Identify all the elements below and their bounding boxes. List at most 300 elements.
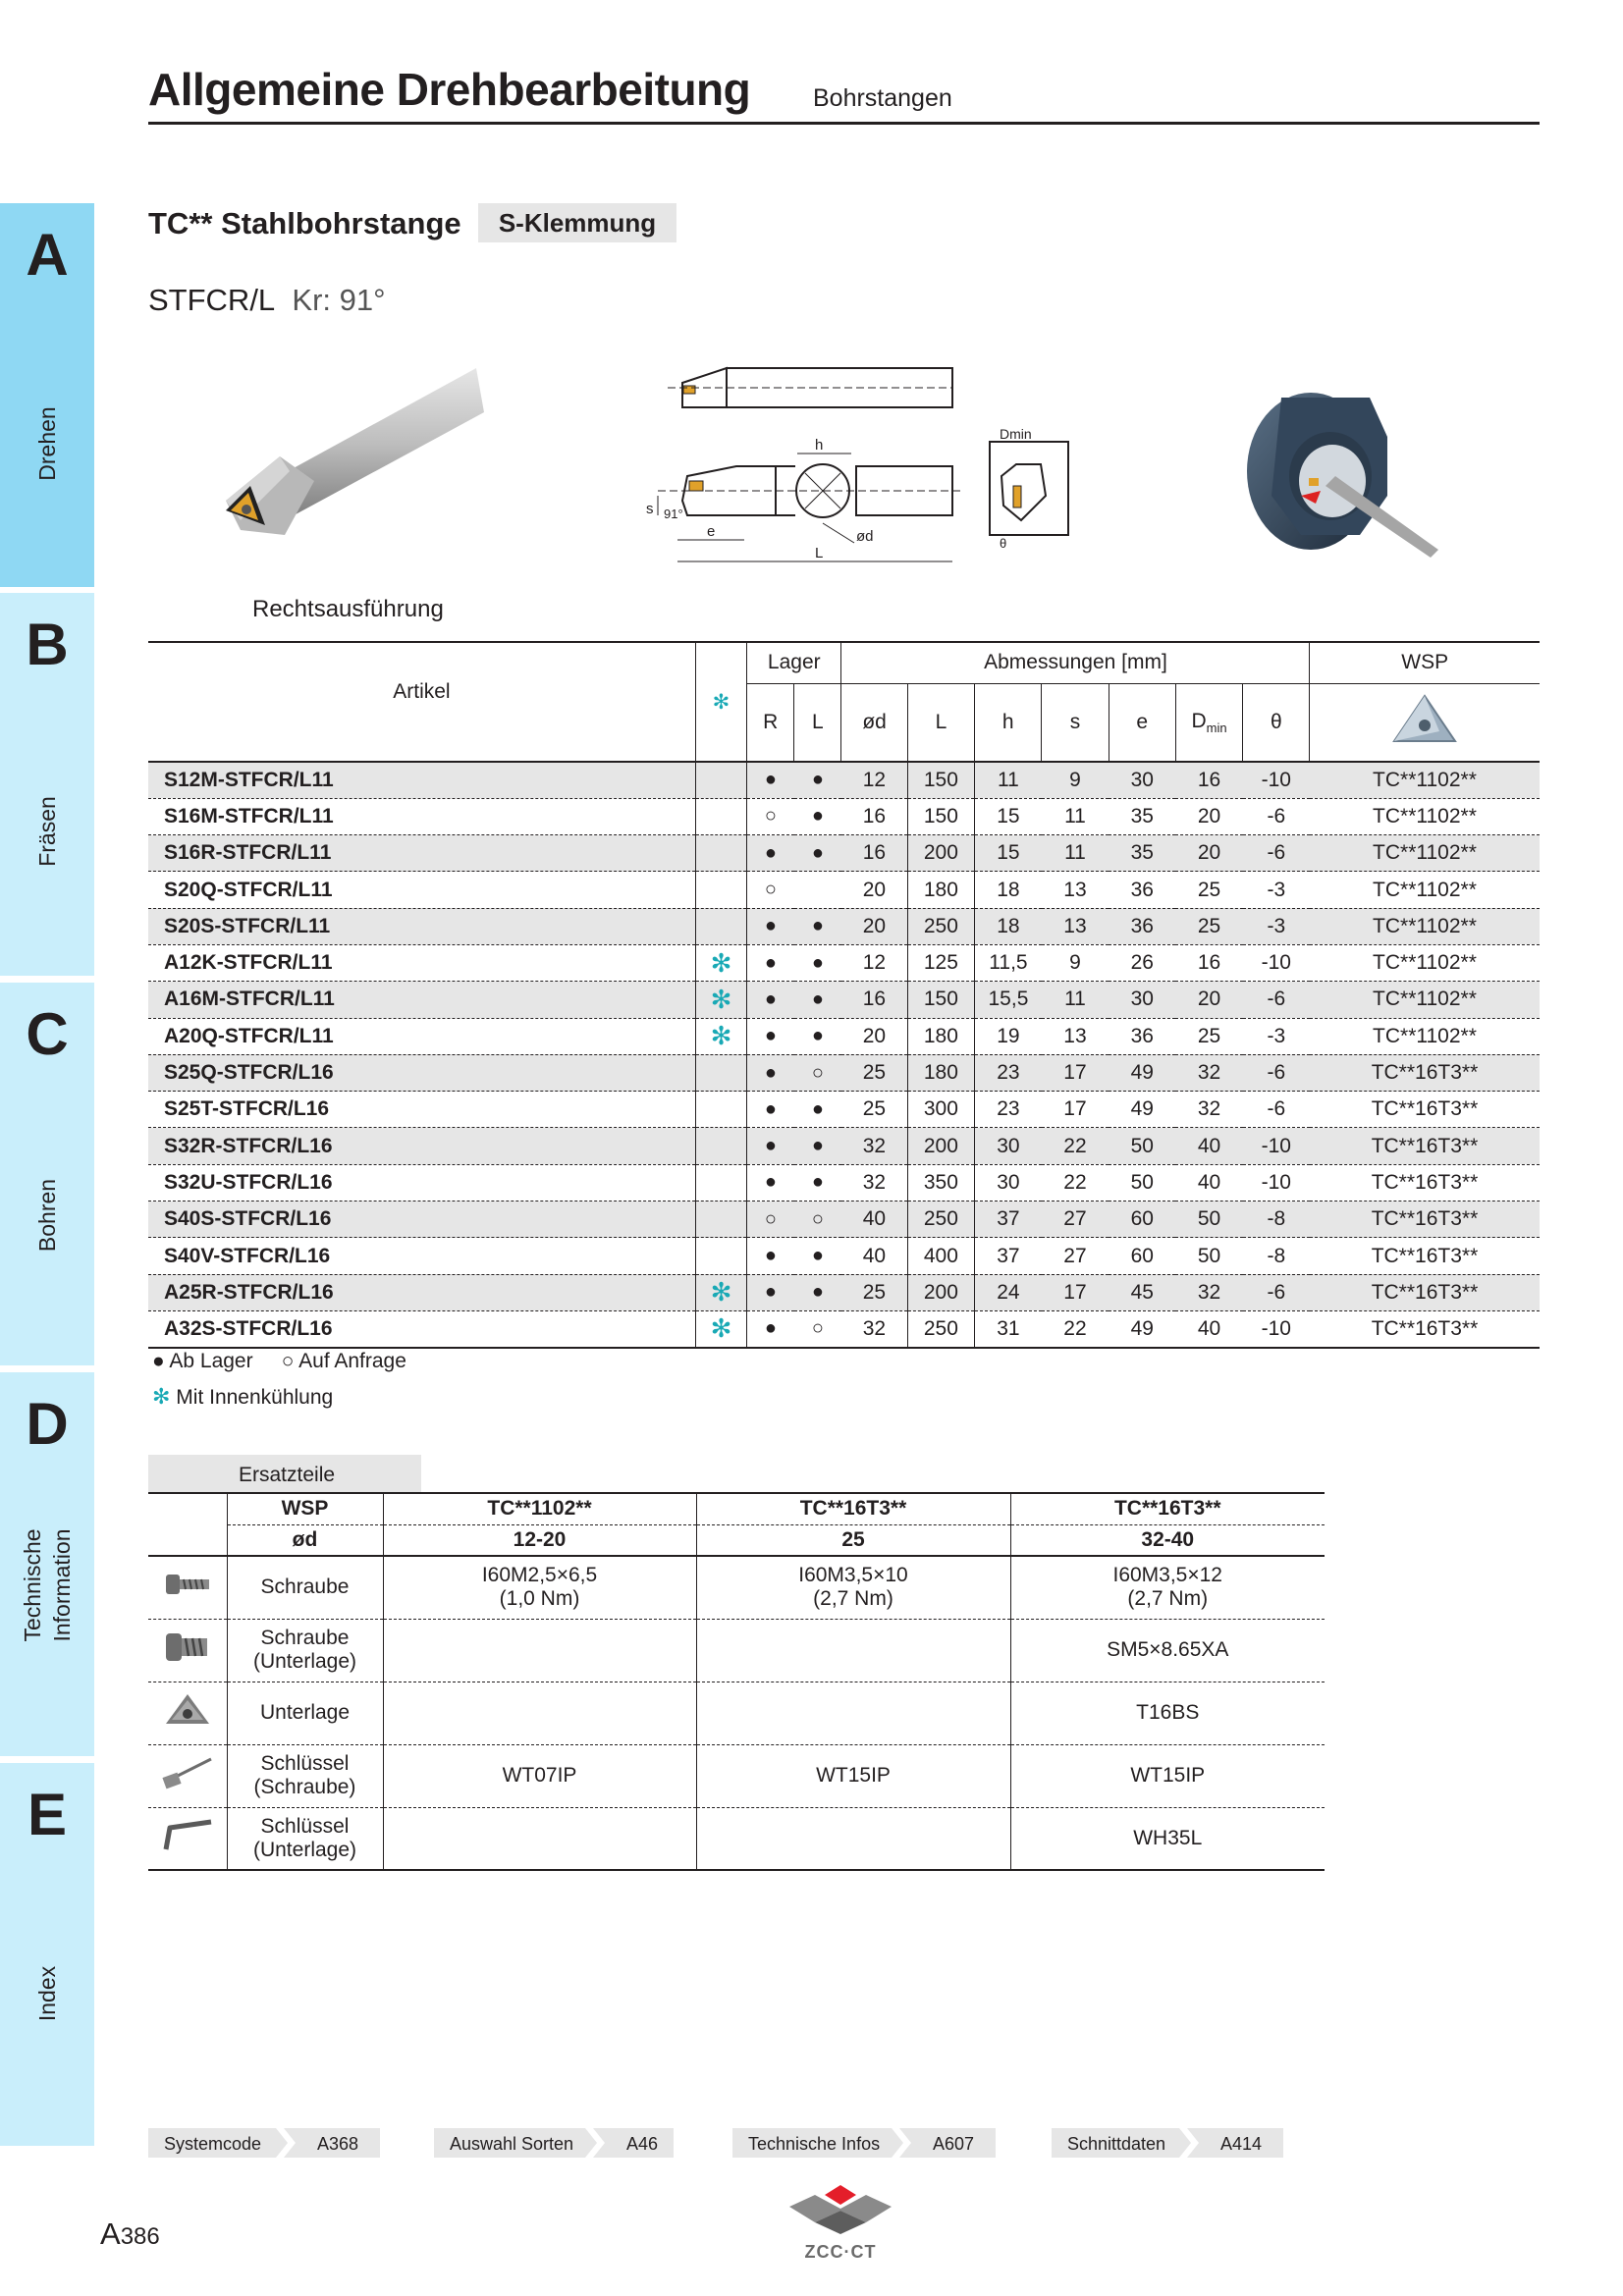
cell-d: 40	[841, 1201, 907, 1238]
cell-th: -6	[1243, 835, 1310, 872]
tab-fraesen[interactable]	[0, 593, 94, 976]
spare-part-row	[148, 1807, 1325, 1870]
cell-len: 250	[907, 1201, 974, 1238]
cell-len: 250	[907, 1310, 974, 1347]
tab-label: Index	[34, 1965, 60, 2022]
cell-h: 11,5	[975, 944, 1042, 981]
link-systemcode[interactable]: Systemcode A368	[148, 2128, 380, 2158]
cell-s: 22	[1042, 1310, 1109, 1347]
coolant-icon	[695, 908, 746, 944]
cell-L: ○	[794, 1201, 841, 1238]
cell-R: ●	[747, 1238, 794, 1274]
article-code: A12K-STFCR/L11	[148, 944, 695, 981]
cell-len: 125	[907, 944, 974, 981]
cell-wsp: TC**16T3**	[1310, 1128, 1540, 1164]
tab-letter: B	[26, 612, 69, 677]
spare-part-name: Schlüssel (Unterlage)	[227, 1807, 383, 1870]
cell-dmin: 32	[1175, 1054, 1242, 1091]
cell-h: 30	[975, 1128, 1042, 1164]
tab-index[interactable]	[0, 1763, 94, 2146]
cell-R: ●	[747, 944, 794, 981]
cell-h: 15,5	[975, 982, 1042, 1018]
cell-R: ●	[747, 1164, 794, 1201]
spare-part-value: I60M2,5×6,5 (1,0 Nm)	[383, 1556, 696, 1619]
cell-e: 60	[1109, 1201, 1175, 1238]
cell-d: 20	[841, 1018, 907, 1054]
cell-s: 13	[1042, 1018, 1109, 1054]
tab-technische-information[interactable]	[0, 1372, 94, 1756]
tab-label: Drehen	[34, 406, 60, 481]
cell-wsp: TC**1102**	[1310, 762, 1540, 798]
cell-len: 200	[907, 835, 974, 872]
cell-len: 180	[907, 872, 974, 908]
spare-part-row	[148, 1682, 1325, 1744]
cell-dmin: 25	[1175, 1018, 1242, 1054]
coolant-icon	[695, 798, 746, 834]
cell-len: 150	[907, 798, 974, 834]
cell-th: -3	[1243, 1018, 1310, 1054]
dim-e: e	[707, 523, 716, 540]
cell-d: 16	[841, 798, 907, 834]
cell-e: 35	[1109, 798, 1175, 834]
chevron-right-icon	[890, 2128, 913, 2158]
cell-th: -3	[1243, 908, 1310, 944]
cell-len: 150	[907, 762, 974, 798]
cell-len: 150	[907, 982, 974, 1018]
cell-L: ●	[794, 798, 841, 834]
coolant-icon	[695, 1238, 746, 1274]
coolant-icon	[695, 762, 746, 798]
article-code: S40S-STFCR/L16	[148, 1201, 695, 1238]
table-row	[148, 762, 1540, 798]
cell-d: 20	[841, 872, 907, 908]
article-code: S20Q-STFCR/L11	[148, 872, 695, 908]
cell-th: -10	[1243, 1128, 1310, 1164]
torx-key-icon	[148, 1744, 227, 1807]
spare-wsp-1: TC**1102**	[383, 1493, 696, 1524]
table-row	[148, 1274, 1540, 1310]
coolant-icon	[695, 1092, 746, 1128]
cell-R: ●	[747, 762, 794, 798]
technical-drawing	[628, 358, 1080, 569]
cell-s: 11	[1042, 982, 1109, 1018]
screw-icon	[148, 1556, 227, 1619]
cell-s: 9	[1042, 944, 1109, 981]
cell-R: ●	[747, 908, 794, 944]
insert-icon	[1390, 692, 1459, 747]
link-schnittdaten[interactable]: Schnittdaten A414	[1052, 2128, 1283, 2158]
cell-th: -8	[1243, 1238, 1310, 1274]
cell-wsp: TC**16T3**	[1310, 1164, 1540, 1201]
spare-part-value	[696, 1682, 1010, 1744]
col-dmin: $D_{min}$	[1175, 683, 1242, 762]
dim-angle: 91°	[664, 507, 683, 521]
cell-d: 12	[841, 762, 907, 798]
cell-e: 30	[1109, 982, 1175, 1018]
spare-part-row	[148, 1619, 1325, 1682]
link-technische-infos[interactable]: Technische Infos A607	[732, 2128, 996, 2158]
cell-len: 250	[907, 908, 974, 944]
cell-s: 11	[1042, 835, 1109, 872]
cell-h: 15	[975, 798, 1042, 834]
spare-part-value: WT15IP	[1130, 1764, 1206, 1787]
cell-th: -6	[1243, 1092, 1310, 1128]
coolant-icon: ✻	[695, 1018, 746, 1054]
cell-th: -3	[1243, 872, 1310, 908]
coolant-icon	[695, 1201, 746, 1238]
spare-part-name: Schraube (Unterlage)	[227, 1619, 383, 1682]
col-od: ød	[841, 683, 907, 762]
cell-dmin: 20	[1175, 982, 1242, 1018]
chevron-right-icon	[583, 2128, 607, 2158]
article-code: A20Q-STFCR/L11	[148, 1018, 695, 1054]
spare-part-name: Unterlage	[227, 1682, 383, 1744]
chevron-right-icon	[274, 2128, 298, 2158]
cell-e: 36	[1109, 908, 1175, 944]
article-code: S25Q-STFCR/L16	[148, 1054, 695, 1091]
table-row	[148, 908, 1540, 944]
cell-dmin: 40	[1175, 1310, 1242, 1347]
cell-s: 13	[1042, 872, 1109, 908]
cell-wsp: TC**1102**	[1310, 944, 1540, 981]
cell-R: ○	[747, 798, 794, 834]
spare-part-value: I60M3,5×12 (2,7 Nm)	[1112, 1564, 1222, 1611]
boring-bar-photo	[211, 363, 486, 555]
table-row	[148, 798, 1540, 834]
spare-part-name: Schraube	[227, 1556, 383, 1619]
spare-wsp-label: WSP	[227, 1493, 383, 1524]
tab-letter: E	[27, 1782, 68, 1847]
article-code: S32R-STFCR/L16	[148, 1128, 695, 1164]
cell-len: 400	[907, 1238, 974, 1274]
article-code: S12M-STFCR/L11	[148, 762, 695, 798]
spare-part-value	[383, 1619, 696, 1682]
article-code: S16M-STFCR/L11	[148, 798, 695, 834]
cell-h: 23	[975, 1054, 1042, 1091]
spare-part-name: Schlüssel (Schraube)	[227, 1744, 383, 1807]
cell-L	[794, 872, 841, 908]
tab-letter: D	[26, 1391, 69, 1457]
cell-dmin: 32	[1175, 1274, 1242, 1310]
header-artikel: Artikel	[148, 642, 695, 762]
tab-label: Bohren	[34, 1178, 60, 1253]
cell-L: ●	[794, 944, 841, 981]
cell-e: 36	[1109, 1018, 1175, 1054]
table-row	[148, 1238, 1540, 1274]
cell-s: 27	[1042, 1201, 1109, 1238]
spare-part-value	[383, 1807, 696, 1870]
cell-d: 32	[841, 1164, 907, 1201]
section-title: TC** Stahlbohrstange	[148, 206, 461, 240]
cell-d: 32	[841, 1310, 907, 1347]
header-wsp: WSP	[1310, 642, 1540, 683]
shim-screw-icon	[148, 1619, 227, 1682]
cell-d: 16	[841, 982, 907, 1018]
cell-e: 36	[1109, 872, 1175, 908]
col-h: h	[975, 683, 1042, 762]
coolant-icon	[695, 1054, 746, 1091]
article-code: A25R-STFCR/L16	[148, 1274, 695, 1310]
cell-R: ●	[747, 1054, 794, 1091]
cell-R: ●	[747, 982, 794, 1018]
cell-L: ●	[794, 1128, 841, 1164]
cell-wsp: TC**1102**	[1310, 798, 1540, 834]
cell-R: ●	[747, 835, 794, 872]
cell-d: 25	[841, 1054, 907, 1091]
table-row	[148, 1164, 1540, 1201]
cell-L: ●	[794, 1238, 841, 1274]
coolant-icon: ✻	[695, 944, 746, 981]
cell-s: 17	[1042, 1054, 1109, 1091]
spare-wsp-3: TC**16T3**	[1010, 1493, 1325, 1524]
cell-dmin: 20	[1175, 835, 1242, 872]
article-code: S16R-STFCR/L11	[148, 835, 695, 872]
spare-part-row	[148, 1744, 1325, 1807]
table-row	[148, 872, 1540, 908]
product-code: STFCR/L Kr: 91°	[148, 283, 386, 317]
article-code: A32S-STFCR/L16	[148, 1310, 695, 1347]
col-s: s	[1042, 683, 1109, 762]
col-length: L	[907, 683, 974, 762]
spare-part-value	[383, 1682, 696, 1744]
cell-s: 22	[1042, 1164, 1109, 1201]
spare-part-value: WT15IP	[696, 1744, 1010, 1807]
cell-L: ○	[794, 1054, 841, 1091]
cell-e: 45	[1109, 1274, 1175, 1310]
cell-s: 17	[1042, 1274, 1109, 1310]
cell-s: 17	[1042, 1092, 1109, 1128]
cell-dmin: 32	[1175, 1092, 1242, 1128]
cell-dmin: 25	[1175, 872, 1242, 908]
header-abmessungen: Abmessungen [mm]	[841, 642, 1310, 683]
link-auswahl-sorten[interactable]: Auswahl Sorten A46	[434, 2128, 674, 2158]
cell-len: 300	[907, 1092, 974, 1128]
page-number: A386	[100, 2216, 160, 2251]
cell-s: 22	[1042, 1128, 1109, 1164]
cell-dmin: 16	[1175, 944, 1242, 981]
cell-th: -6	[1243, 982, 1310, 1018]
cell-e: 50	[1109, 1164, 1175, 1201]
spare-part-value: T16BS	[1136, 1701, 1200, 1724]
cell-e: 30	[1109, 762, 1175, 798]
dim-theta: θ	[1000, 536, 1007, 551]
cell-h: 37	[975, 1201, 1042, 1238]
cell-th: -8	[1243, 1201, 1310, 1238]
cell-e: 60	[1109, 1238, 1175, 1274]
cell-th: -10	[1243, 1310, 1310, 1347]
cell-d: 25	[841, 1274, 907, 1310]
cell-len: 180	[907, 1054, 974, 1091]
cell-h: 31	[975, 1310, 1042, 1347]
cell-dmin: 50	[1175, 1201, 1242, 1238]
cell-wsp: TC**16T3**	[1310, 1054, 1540, 1091]
cell-L: ●	[794, 835, 841, 872]
cell-s: 9	[1042, 762, 1109, 798]
cell-h: 24	[975, 1274, 1042, 1310]
cell-th: -10	[1243, 1164, 1310, 1201]
cell-e: 49	[1109, 1054, 1175, 1091]
table-row	[148, 835, 1540, 872]
cell-h: 30	[975, 1164, 1042, 1201]
cell-L: ●	[794, 762, 841, 798]
cell-wsp: TC**1102**	[1310, 872, 1540, 908]
dim-h: h	[815, 437, 824, 454]
cell-dmin: 16	[1175, 762, 1242, 798]
cell-L: ●	[794, 1274, 841, 1310]
cell-R: ●	[747, 1092, 794, 1128]
cell-wsp: TC**1102**	[1310, 908, 1540, 944]
tab-label: Fräsen	[34, 796, 60, 867]
tab-letter: C	[26, 1001, 69, 1067]
tab-label: Technische Information	[20, 1528, 75, 1642]
cell-h: 15	[975, 835, 1042, 872]
coolant-icon	[695, 835, 746, 872]
cell-th: -6	[1243, 1054, 1310, 1091]
spare-part-row	[148, 1556, 1325, 1619]
cell-dmin: 20	[1175, 798, 1242, 834]
cell-e: 50	[1109, 1128, 1175, 1164]
zcc-ct-logo	[785, 2185, 895, 2262]
cell-wsp: TC**16T3**	[1310, 1201, 1540, 1238]
article-code: S20S-STFCR/L11	[148, 908, 695, 944]
table-row	[148, 1128, 1540, 1164]
cell-wsp: TC**1102**	[1310, 1018, 1540, 1054]
col-l: L	[794, 683, 841, 762]
col-r: R	[747, 683, 794, 762]
chevron-right-icon	[1177, 2128, 1201, 2158]
cell-R: ●	[747, 1128, 794, 1164]
cell-th: -10	[1243, 762, 1310, 798]
cell-d: 16	[841, 835, 907, 872]
spare-part-value: WH35L	[1133, 1826, 1203, 1849]
cell-R: ●	[747, 1018, 794, 1054]
cell-e: 49	[1109, 1092, 1175, 1128]
cell-e: 35	[1109, 835, 1175, 872]
cell-R: ●	[747, 1274, 794, 1310]
cell-R: ○	[747, 1201, 794, 1238]
spare-part-value: SM5×8.65XA	[1107, 1638, 1229, 1661]
spare-part-value	[696, 1619, 1010, 1682]
page-title: Allgemeine Drehbearbeitung	[148, 64, 751, 115]
cell-wsp: TC**16T3**	[1310, 1092, 1540, 1128]
cell-h: 18	[975, 908, 1042, 944]
cell-len: 350	[907, 1164, 974, 1201]
cell-th: -6	[1243, 1274, 1310, 1310]
col-e: e	[1109, 683, 1175, 762]
coolant-icon	[695, 1164, 746, 1201]
cell-len: 200	[907, 1128, 974, 1164]
product-table	[148, 641, 1540, 1349]
cell-d: 12	[841, 944, 907, 981]
article-code: S25T-STFCR/L16	[148, 1092, 695, 1128]
shim-icon	[148, 1682, 227, 1744]
application-photo	[1242, 378, 1448, 560]
cell-th: -6	[1243, 798, 1310, 834]
dim-od: ød	[856, 528, 874, 545]
cell-len: 200	[907, 1274, 974, 1310]
cell-d: 40	[841, 1238, 907, 1274]
cell-dmin: 50	[1175, 1238, 1242, 1274]
spare-d-2: 25	[696, 1524, 1010, 1556]
table-row	[148, 1018, 1540, 1054]
cell-R: ○	[747, 872, 794, 908]
header-rule	[148, 122, 1540, 125]
cell-d: 32	[841, 1128, 907, 1164]
page-subtitle: Bohrstangen	[813, 84, 952, 112]
dim-l: L	[815, 545, 824, 561]
spare-d-3: 32-40	[1141, 1527, 1195, 1551]
article-code: S40V-STFCR/L16	[148, 1238, 695, 1274]
spare-d-label: ød	[227, 1524, 383, 1556]
coolant-icon: ✻	[695, 982, 746, 1018]
coolant-icon	[695, 1128, 746, 1164]
tab-drehen[interactable]	[0, 203, 94, 587]
tab-letter: A	[26, 222, 69, 288]
spare-parts-table	[148, 1492, 1325, 1871]
cell-wsp: TC**16T3**	[1310, 1238, 1540, 1274]
coolant-icon: ✻	[695, 1310, 746, 1347]
cell-L: ●	[794, 908, 841, 944]
legend-stock: ● Ab Lager ○ Auf Anfrage	[152, 1350, 406, 1372]
table-row	[148, 982, 1540, 1018]
cell-h: 18	[975, 872, 1042, 908]
cell-wsp: TC**1102**	[1310, 835, 1540, 872]
cell-R: ●	[747, 1310, 794, 1347]
cell-d: 20	[841, 908, 907, 944]
spare-part-value: WT07IP	[383, 1744, 696, 1807]
table-row	[148, 1201, 1540, 1238]
cell-e: 49	[1109, 1310, 1175, 1347]
coolant-icon	[695, 872, 746, 908]
cell-d: 25	[841, 1092, 907, 1128]
cell-L: ●	[794, 1164, 841, 1201]
cell-h: 37	[975, 1238, 1042, 1274]
header-lager: Lager	[747, 642, 841, 683]
variant-caption: Rechtsausführung	[252, 596, 444, 622]
col-wsp-icon	[1310, 683, 1540, 762]
cell-dmin: 40	[1175, 1164, 1242, 1201]
coolant-header-icon: ✻	[695, 642, 746, 762]
spare-part-value: I60M3,5×10 (2,7 Nm)	[696, 1556, 1010, 1619]
cell-s: 11	[1042, 798, 1109, 834]
cell-wsp: TC**16T3**	[1310, 1274, 1540, 1310]
cell-h: 19	[975, 1018, 1042, 1054]
table-row	[148, 944, 1540, 981]
cell-L: ●	[794, 1018, 841, 1054]
cell-h: 23	[975, 1092, 1042, 1128]
spare-parts-tab: Ersatzteile	[148, 1455, 421, 1492]
cell-e: 26	[1109, 944, 1175, 981]
cell-th: -10	[1243, 944, 1310, 981]
tab-bohren[interactable]	[0, 983, 94, 1365]
article-code: S32U-STFCR/L16	[148, 1164, 695, 1201]
cell-L: ●	[794, 982, 841, 1018]
table-row	[148, 1092, 1540, 1128]
spare-part-value	[696, 1807, 1010, 1870]
cell-L: ●	[794, 1092, 841, 1128]
dim-dmin: Dmin	[1000, 426, 1032, 442]
coolant-icon: ✻	[695, 1274, 746, 1310]
table-row	[148, 1054, 1540, 1091]
cell-dmin: 25	[1175, 908, 1242, 944]
col-theta: θ	[1243, 683, 1310, 762]
cell-s: 27	[1042, 1238, 1109, 1274]
cell-L: ○	[794, 1310, 841, 1347]
cell-wsp: TC**1102**	[1310, 982, 1540, 1018]
cell-h: 11	[975, 762, 1042, 798]
cell-len: 180	[907, 1018, 974, 1054]
logo-text: ZCC·CT	[804, 2242, 877, 2262]
